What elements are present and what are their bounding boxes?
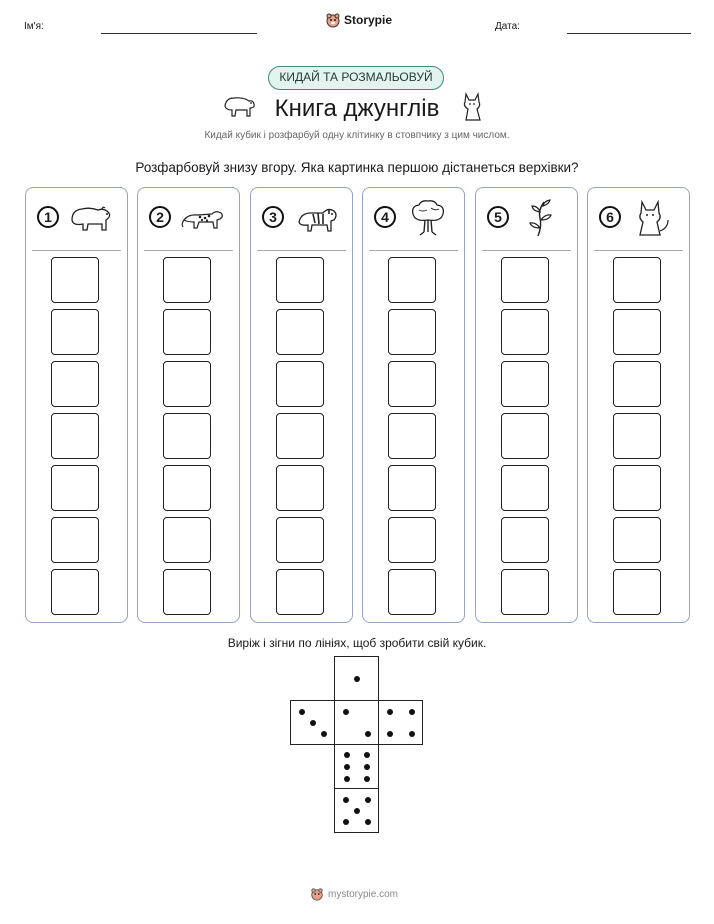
column-header bbox=[26, 188, 127, 250]
wolf-icon bbox=[630, 198, 676, 238]
color-cell[interactable] bbox=[163, 257, 211, 303]
color-cell[interactable] bbox=[276, 257, 324, 303]
color-cell[interactable] bbox=[388, 361, 436, 407]
column-number: 6 bbox=[599, 206, 621, 228]
color-cell[interactable] bbox=[501, 465, 549, 511]
page-title: Книга джунглів bbox=[274, 95, 440, 122]
color-cell[interactable] bbox=[51, 569, 99, 615]
color-cell[interactable] bbox=[276, 465, 324, 511]
race-column-1 bbox=[25, 187, 128, 623]
color-cell[interactable] bbox=[163, 517, 211, 563]
column-number: 1 bbox=[37, 206, 59, 228]
color-cell[interactable] bbox=[613, 413, 661, 459]
cell-stack bbox=[163, 257, 213, 621]
color-cell[interactable] bbox=[501, 569, 549, 615]
color-cell[interactable] bbox=[276, 361, 324, 407]
column-number: 2 bbox=[149, 206, 171, 228]
color-cell[interactable] bbox=[388, 257, 436, 303]
date-line[interactable] bbox=[567, 33, 691, 34]
race-column-2 bbox=[137, 187, 240, 623]
color-cell[interactable] bbox=[163, 361, 211, 407]
color-cell[interactable] bbox=[613, 569, 661, 615]
column-divider bbox=[144, 250, 233, 251]
storypie-mascot-icon bbox=[325, 12, 341, 28]
column-divider bbox=[482, 250, 571, 251]
race-column-4 bbox=[362, 187, 465, 623]
race-column-6 bbox=[587, 187, 690, 623]
color-cell[interactable] bbox=[613, 465, 661, 511]
color-cell[interactable] bbox=[51, 413, 99, 459]
race-column-3 bbox=[250, 187, 353, 623]
color-cell[interactable] bbox=[51, 465, 99, 511]
brand-logo bbox=[325, 12, 392, 28]
color-cell[interactable] bbox=[163, 413, 211, 459]
cell-stack bbox=[613, 257, 663, 621]
color-cell[interactable] bbox=[388, 465, 436, 511]
storypie-mascot-small-icon bbox=[310, 887, 324, 901]
color-cell[interactable] bbox=[51, 517, 99, 563]
color-cell[interactable] bbox=[613, 309, 661, 355]
bear-icon bbox=[68, 198, 114, 238]
color-cell[interactable] bbox=[501, 361, 549, 407]
column-header bbox=[476, 188, 577, 250]
dice-face-5 bbox=[334, 788, 379, 833]
color-cell[interactable] bbox=[613, 257, 661, 303]
color-cell[interactable] bbox=[388, 569, 436, 615]
color-cell[interactable] bbox=[276, 413, 324, 459]
footer-url[interactable]: mystorypie.com bbox=[328, 888, 399, 900]
tiger-icon bbox=[293, 198, 339, 238]
column-divider bbox=[369, 250, 458, 251]
instruction: Розфарбовуй знизу вгору. Яка картинка першою дістанеться верхівки? bbox=[135, 160, 579, 175]
column-header bbox=[138, 188, 239, 250]
leopard-icon bbox=[180, 198, 226, 238]
cell-stack bbox=[501, 257, 551, 621]
dice-face-4 bbox=[378, 700, 423, 745]
color-cell[interactable] bbox=[163, 465, 211, 511]
color-cell[interactable] bbox=[163, 569, 211, 615]
color-cell[interactable] bbox=[501, 257, 549, 303]
column-header bbox=[251, 188, 352, 250]
color-cell[interactable] bbox=[276, 517, 324, 563]
dice-face-3 bbox=[290, 700, 335, 745]
dice-face-6 bbox=[334, 744, 379, 789]
color-cell[interactable] bbox=[163, 309, 211, 355]
color-cell[interactable] bbox=[388, 413, 436, 459]
activity-badge: КИДАЙ ТА РОЗМАЛЬОВУЙ bbox=[268, 66, 444, 90]
column-number: 5 bbox=[487, 206, 509, 228]
dice-face-2 bbox=[334, 700, 379, 745]
name-line[interactable] bbox=[101, 33, 257, 34]
race-column-5 bbox=[475, 187, 578, 623]
column-divider bbox=[32, 250, 121, 251]
color-cell[interactable] bbox=[501, 413, 549, 459]
cut-instruction: Виріж і зігни по лініях, щоб зробити свій кубик. bbox=[227, 636, 487, 650]
color-cell[interactable] bbox=[276, 309, 324, 355]
color-cell[interactable] bbox=[276, 569, 324, 615]
tree-icon bbox=[405, 198, 451, 238]
column-header bbox=[588, 188, 689, 250]
color-cell[interactable] bbox=[388, 517, 436, 563]
cell-stack bbox=[51, 257, 101, 621]
column-number: 3 bbox=[262, 206, 284, 228]
footer bbox=[310, 887, 398, 901]
name-label: Ім'я: bbox=[24, 21, 44, 32]
dice-face-1 bbox=[334, 656, 379, 701]
column-divider bbox=[257, 250, 346, 251]
color-cell[interactable] bbox=[51, 309, 99, 355]
color-cell[interactable] bbox=[51, 361, 99, 407]
column-divider bbox=[594, 250, 683, 251]
color-cell[interactable] bbox=[388, 309, 436, 355]
subtitle: Кидай кубик і розфарбуй одну клітинку в стовпчику з цим числом. bbox=[204, 130, 510, 141]
color-cell[interactable] bbox=[51, 257, 99, 303]
color-cell[interactable] bbox=[613, 361, 661, 407]
vine-icon bbox=[518, 198, 564, 238]
cell-stack bbox=[276, 257, 326, 621]
cell-stack bbox=[388, 257, 438, 621]
color-cell[interactable] bbox=[501, 309, 549, 355]
column-header bbox=[363, 188, 464, 250]
wolf-decoration-icon bbox=[458, 90, 488, 122]
date-label: Дата: bbox=[495, 21, 520, 32]
brand-name: Storypie bbox=[344, 13, 393, 27]
column-number: 4 bbox=[374, 206, 396, 228]
color-cell[interactable] bbox=[613, 517, 661, 563]
color-cell[interactable] bbox=[501, 517, 549, 563]
